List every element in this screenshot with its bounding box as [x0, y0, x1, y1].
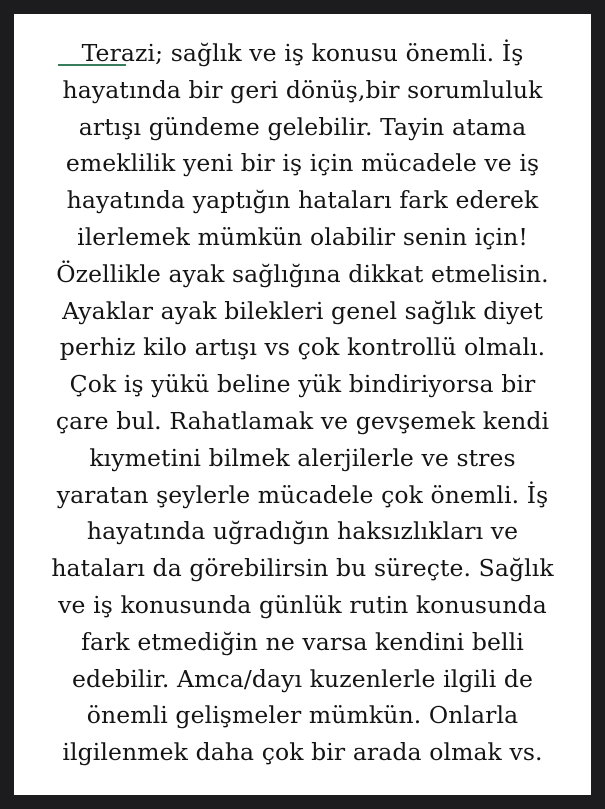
text-line: Ayaklar ayak bilekleri genel sağlık diyet: [62, 296, 543, 325]
text-line: yaratan şeylerle mücadele çok önemli. İş: [56, 480, 549, 509]
text-line: Terazi; sağlık ve iş konusu önemli. İş: [81, 39, 524, 67]
text-card: [14, 14, 591, 795]
text-line: çare bul. Rahatlamak ve gevşemek kendi: [55, 406, 550, 435]
text-line: emeklilik yeni bir iş için mücadele ve iş: [65, 149, 540, 178]
text-line: edebilir. Amca/dayı kuzenlerle ilgili de: [71, 664, 534, 693]
text-line: perhiz kilo artışı vs çok kontrollü olmalı.: [59, 333, 546, 362]
text-line: ve iş konusunda günlük rutin konusunda: [58, 590, 547, 619]
text-line: artışı gündeme gelebilir. Tayin atama: [78, 112, 527, 141]
text-line: ilgilenmek daha çok bir arada olmak vs.: [62, 738, 543, 767]
text-line: hayatında bir geri dönüş,bir sorumluluk: [62, 75, 543, 104]
text-line: fark etmediğin ne varsa kendini belli: [81, 627, 524, 656]
text-line: hataları da görebilirsin bu süreçte. Sağlık: [51, 554, 554, 583]
text-line: ilerlemek mümkün olabilir senin için!: [77, 222, 528, 251]
text-line: Özellikle ayak sağlığına dikkat etmelisin.: [56, 259, 549, 288]
text-line: hayatında yaptığın hataları fark ederek: [66, 186, 539, 215]
text-line: Çok iş yükü beline yük bindiriyorsa bir: [69, 370, 536, 399]
text-line: önemli gelişmeler mümkün. Onlarla: [86, 701, 519, 730]
text-line: kıymetini bilmek alerjilerle ve stres: [89, 443, 516, 472]
text-line: hayatında uğradığın haksızlıkları ve: [86, 517, 519, 546]
horoscope-text: [14, 35, 591, 771]
